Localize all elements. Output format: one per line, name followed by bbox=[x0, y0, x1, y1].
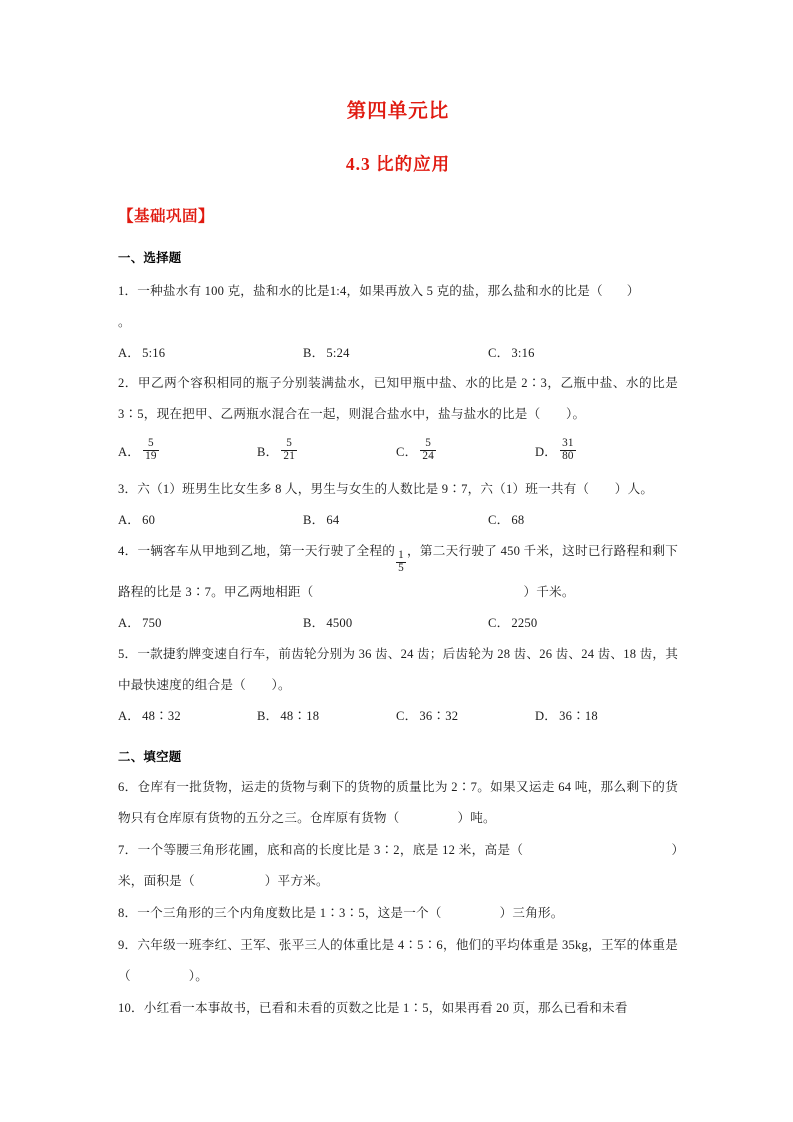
option-1-a[interactable] bbox=[118, 338, 303, 368]
question-5-options bbox=[118, 701, 678, 731]
question-10-number: 10 bbox=[118, 1001, 131, 1016]
question-4 bbox=[118, 535, 678, 608]
bracket-heading: 【基础巩固】 bbox=[118, 208, 215, 226]
page-subtitle: 4.3 比的应用 bbox=[345, 154, 451, 175]
option-4-b[interactable] bbox=[303, 608, 488, 638]
question-3-text: ．六（1）班男生比女生多 8 人，男生与女生的人数比是 9∶7，六（1）班一共有（ ）人。 bbox=[124, 482, 654, 497]
option-5-b-label: B． bbox=[257, 708, 279, 723]
question-6 bbox=[118, 765, 678, 834]
question-1 bbox=[118, 266, 678, 307]
option-1-b-label: B． bbox=[303, 346, 325, 361]
section-heading-fill: 二、填空题 bbox=[118, 748, 182, 764]
option-5-b[interactable] bbox=[257, 701, 396, 731]
question-8-text-a: ．一个三角形的三个内角度数比是 1∶3∶5，这是一个（ bbox=[124, 906, 442, 921]
option-4-a[interactable] bbox=[118, 608, 303, 638]
option-3-c-label: C． bbox=[488, 513, 510, 528]
question-4-fraction bbox=[396, 550, 406, 575]
option-4-c[interactable] bbox=[488, 608, 673, 638]
option-2-a[interactable] bbox=[118, 430, 257, 474]
option-5-c-label: C． bbox=[396, 708, 418, 723]
option-1-c[interactable] bbox=[488, 338, 673, 368]
option-2-d-label: D． bbox=[535, 445, 558, 460]
option-3-a[interactable] bbox=[118, 505, 303, 535]
question-9-text-b: ）。 bbox=[188, 969, 209, 984]
question-4-options bbox=[118, 608, 678, 638]
question-2 bbox=[118, 368, 678, 430]
option-5-d-label: D． bbox=[535, 708, 558, 723]
option-2-d[interactable] bbox=[535, 430, 674, 474]
question-6-text-a: ．仓库有一批货物，运走的货物与剩下的货物的质量比为 2∶7。如果又运走 64 吨，那么剩下的货物只有仓库原有货物的五分之三。仓库原有货物（ bbox=[118, 780, 678, 826]
option-1-a-value: 5:16 bbox=[142, 346, 166, 361]
option-3-c[interactable] bbox=[488, 505, 673, 535]
option-5-a-value: 48∶32 bbox=[142, 708, 181, 723]
question-4-number: 4 bbox=[118, 544, 125, 559]
question-4-numerator: 1 bbox=[398, 549, 404, 562]
question-6-number: 6 bbox=[118, 780, 125, 795]
question-1-text-a: ．一种盐水有 100 克，盐和水的比是 bbox=[124, 284, 330, 299]
question-2-options bbox=[118, 430, 678, 474]
question-8-text-b: ）三角形。 bbox=[499, 906, 564, 921]
option-3-a-label: A． bbox=[118, 513, 141, 528]
question-3 bbox=[118, 474, 678, 505]
option-5-c[interactable] bbox=[396, 701, 535, 731]
option-2-b-numerator: 5 bbox=[286, 436, 293, 449]
option-4-b-label: B． bbox=[303, 615, 325, 630]
option-2-d-denominator: 80 bbox=[562, 449, 574, 462]
option-4-c-label: C． bbox=[488, 615, 510, 630]
question-7-text-b: ）米，面积是（ bbox=[118, 843, 678, 889]
option-2-b-fraction bbox=[281, 438, 297, 463]
option-4-c-value: 2250 bbox=[511, 615, 538, 630]
option-5-c-value: 36∶32 bbox=[419, 708, 459, 723]
question-5 bbox=[118, 638, 678, 701]
question-9 bbox=[118, 929, 678, 992]
question-1-ratio: 1:4 bbox=[329, 284, 347, 299]
option-2-c-numerator: 5 bbox=[425, 436, 432, 449]
question-4-denominator: 5 bbox=[398, 562, 404, 575]
option-5-a[interactable] bbox=[118, 701, 257, 731]
question-5-text: ．一款捷豹牌变速自行车，前齿轮分别为 36 齿、24 齿；后齿轮为 28 齿、26 齿、24 齿、18 齿，其中最快速度的组合是（ ）。 bbox=[118, 646, 678, 692]
question-3-number: 3 bbox=[118, 482, 125, 497]
option-3-b-value: 64 bbox=[326, 513, 340, 528]
option-2-a-numerator: 5 bbox=[147, 436, 154, 449]
section-heading-choice: 一、选择题 bbox=[118, 249, 182, 265]
option-1-b-value: 5:24 bbox=[326, 346, 350, 361]
question-7 bbox=[118, 834, 678, 897]
question-2-text: ．甲乙两个容积相同的瓶子分别装满盐水，已知甲瓶中盐、水的比是 2∶3，乙瓶中盐、水的比是 3∶5，现在把甲、乙两瓶水混合在一起，则混合盐水中，盐与盐水的比是（ ）。 bbox=[118, 376, 678, 422]
question-1-number: 1 bbox=[118, 284, 125, 299]
question-3-options bbox=[118, 505, 678, 535]
option-2-d-fraction bbox=[560, 438, 576, 463]
page-title: 第四单元比 bbox=[346, 101, 450, 122]
question-1-stray-period: 。 bbox=[118, 315, 131, 330]
question-7-text-a: ．一个等腰三角形花圃，底和高的长度比是 3∶2，底是 12 米，高是（ bbox=[124, 843, 524, 858]
question-10-text: ．小红看一本事故书，已看和未看的页数之比是 1∶5，如果再看 20 页，那么已看和未看 bbox=[131, 1001, 628, 1016]
option-4-a-value: 750 bbox=[142, 615, 162, 630]
option-2-c-label: C． bbox=[396, 445, 418, 460]
question-7-text-c: ）平方米。 bbox=[264, 874, 329, 889]
question-6-text-b: ）吨。 bbox=[457, 811, 496, 826]
option-1-a-label: A． bbox=[118, 346, 141, 361]
question-1-text-b: ，如果再放入 5 克的盐，那么盐和水的比是（ bbox=[346, 284, 603, 299]
option-5-b-value: 48∶18 bbox=[280, 708, 320, 723]
option-5-a-label: A． bbox=[118, 708, 141, 723]
option-1-c-value: 3:16 bbox=[511, 346, 535, 361]
option-4-b-value: 4500 bbox=[326, 615, 353, 630]
question-1-text-c: ） bbox=[626, 284, 640, 299]
option-2-a-fraction bbox=[143, 438, 159, 463]
option-2-b-label: B． bbox=[257, 445, 279, 460]
question-10 bbox=[118, 992, 678, 1024]
question-4-text-a: ．一辆客车从甲地到乙地，第一天行驶了全程的 bbox=[124, 544, 396, 559]
question-7-number: 7 bbox=[118, 843, 125, 858]
option-5-d-value: 36∶18 bbox=[559, 708, 598, 723]
option-2-c-fraction bbox=[420, 438, 436, 463]
option-3-b[interactable] bbox=[303, 505, 488, 535]
option-3-a-value: 60 bbox=[142, 513, 156, 528]
question-8-number: 8 bbox=[118, 906, 125, 921]
question-1-options bbox=[118, 338, 678, 368]
option-3-c-value: 68 bbox=[511, 513, 525, 528]
option-1-b[interactable] bbox=[303, 338, 488, 368]
option-2-a-denominator: 19 bbox=[145, 449, 157, 462]
question-4-text-c: ）千米。 bbox=[523, 584, 575, 599]
option-2-a-label: A． bbox=[118, 445, 141, 460]
option-2-c[interactable] bbox=[396, 430, 535, 474]
question-8 bbox=[118, 897, 678, 929]
option-2-b-denominator: 21 bbox=[283, 449, 295, 462]
option-3-b-label: B． bbox=[303, 513, 325, 528]
option-2-d-numerator: 31 bbox=[562, 436, 574, 449]
option-1-c-label: C． bbox=[488, 346, 510, 361]
question-4-text-b: ，第二天行驶了 450 千米，这时已行路程和剩下路程的比是 3∶7。甲乙两地相距（ bbox=[118, 544, 678, 599]
question-2-number: 2 bbox=[118, 376, 125, 391]
option-2-c-denominator: 24 bbox=[422, 449, 434, 462]
option-5-d[interactable] bbox=[535, 701, 674, 731]
option-2-b[interactable] bbox=[257, 430, 396, 474]
question-5-number: 5 bbox=[118, 646, 125, 661]
question-9-number: 9 bbox=[118, 938, 125, 953]
question-9-text-a: ．六年级一班李红、王军、张平三人的体重比是 4∶5∶6，他们的平均体重是 35kg，王军的体重是（ bbox=[118, 938, 678, 984]
option-4-a-label: A． bbox=[118, 615, 141, 630]
